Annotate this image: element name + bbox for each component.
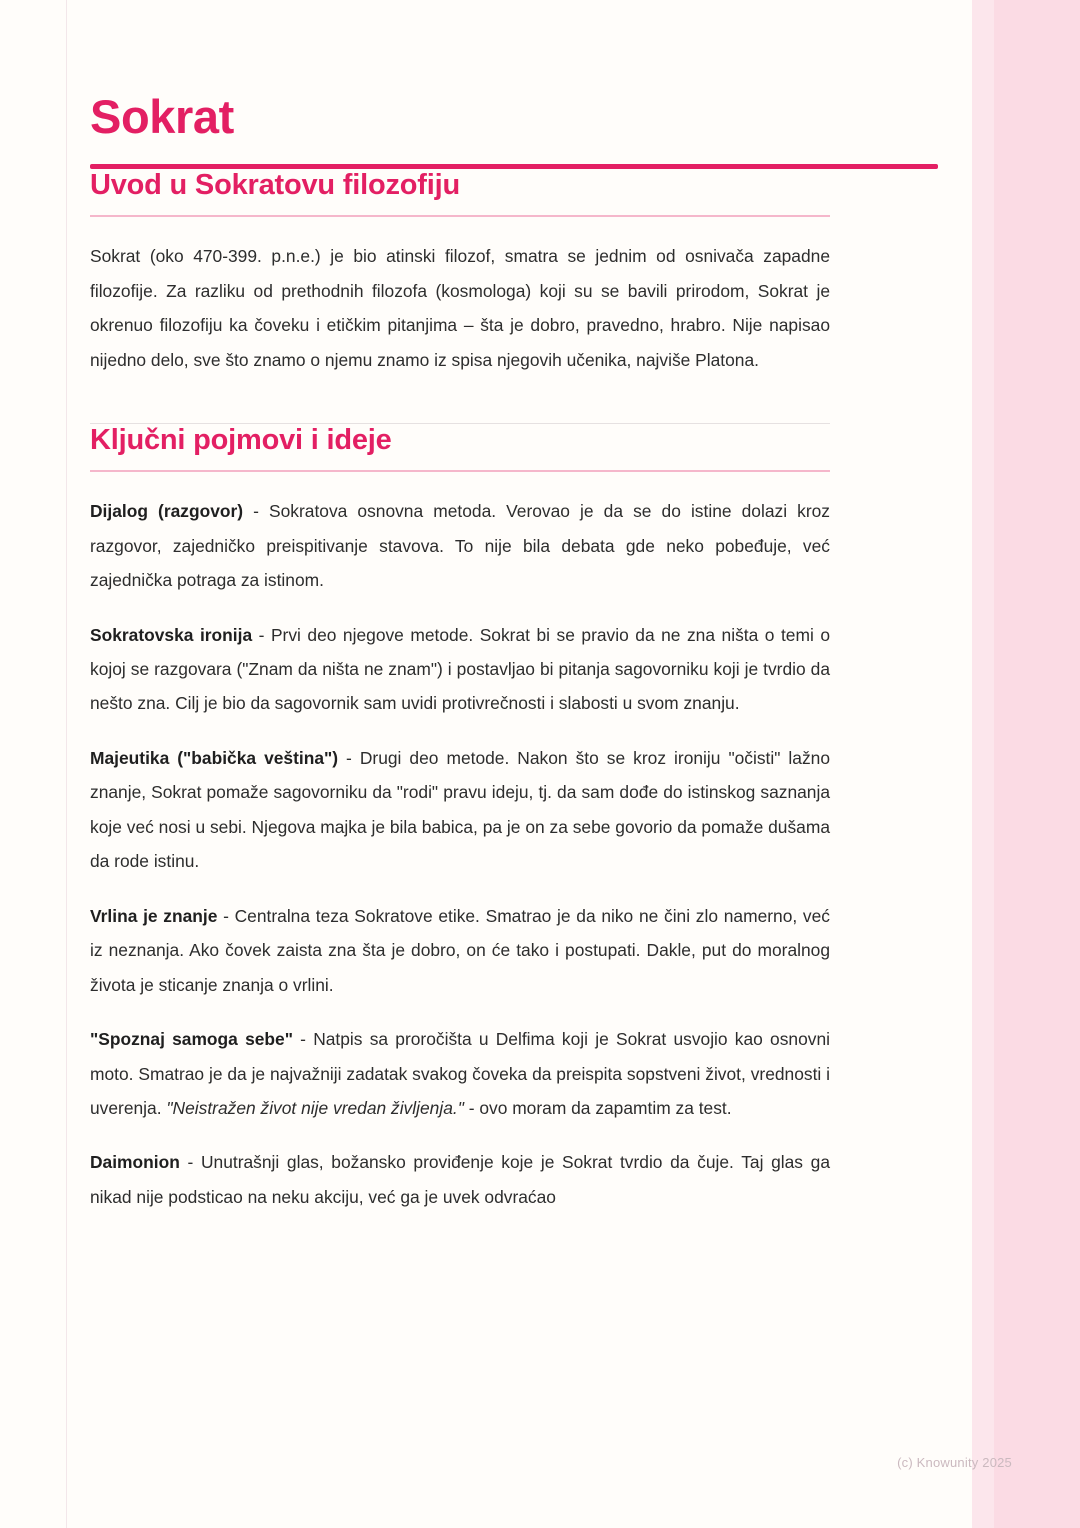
concept-term: Majeutika ("babička veština") [90,747,339,768]
document-content [90,0,836,1214]
concept-text: - Natpis sa proročišta u Delfima koji je Sokrat usvojio kao osnovni moto. Smatrao je da je najvažniji zadatak svakog čoveka da preispita sopstveni život, vrednosti i uverenja. [90,1029,831,1118]
concept-text: - Unutrašnji glas, božansko proviđenje koje je Sokrat tvrdio da čuje. Taj glas ga nikad nije podsticao na neku akciju, već ga je uvek odvraćao [90,1152,830,1207]
concept-text: - Prvi deo njegove metode. Sokrat bi se pravio da ne zna ništa o temi o kojoj se razgovara ("Znam da ništa ne znam") i postavljao bi pitanja sagovorniku koji je tvrdio da nešto zna. Cilj je bio da sagovornik sam uvidi protivrečnosti i slabosti u svom znanju. [90,624,830,714]
concept-term: Vrlina je znanje [90,905,218,926]
intro-paragraph: Sokrat (oko 470-399. p.n.e.) je bio atinski filozof, smatra se jednim od osnivača zapadne filozofije. Za razliku od prethodnih filozofa (kosmologa) koji su se bavili prirodom, Sokrat je okrenuo filozofiju ka čoveku i etičkim pitanjima – šta je dobro, pravedno, hrabro. Nije napisao nijedno delo, sve što znamo o njemu znamo iz spisa njegovih učenika, najviše Platona. [90,246,830,370]
section-heading-key-concepts: Ključni pojmovi i ideje [90,424,392,457]
right-color-strip-inner [972,0,994,1528]
concept-term: "Spoznaj samoga sebe" [90,1029,293,1050]
concept-text: - Centralna teza Sokratove etike. Smatrao je da niko ne čini zlo namerno, već iz neznanja. Ako čovek zaista zna šta je dobro, on će tako i postupati. Dakle, put do moralnog života je sticanje znanja o vrlini. [90,905,830,995]
section-divider-key-concepts [90,470,830,472]
page-title: Sokrat [90,90,234,143]
concept-text-after: - ovo moram da zapamtim za test. [463,1097,732,1118]
concept-entry-majeutika [90,741,830,879]
concept-entry-ironija [90,618,830,721]
concept-text: - Drugi deo metode. Nakon što se kroz ironiju "očisti" lažno znanje, Sokrat pomaže sagovorniku da "rodi" pravu ideju, tj. da sam dođe do istinskog saznanja koje već nosi u sebi. Njegova majka je bila babica, pa je on za sebe govorio da pomaže dušama da rode istinu. [90,747,830,872]
concept-entry-daimonion [90,1145,830,1214]
concept-entry-vrlina [90,899,830,1002]
concept-text: - Sokratova osnovna metoda. Verovao je da se do istine dolazi kroz razgovor, zajedničko preispitivanje stavova. To nije bila debata gde neko pobeđuje, već zajednička potraga za istinom. [90,501,830,591]
concept-term: Dijalog (razgovor) [90,501,244,522]
concept-term: Daimonion [90,1152,180,1173]
concept-quote: "Neistražen život nije vredan življenja." [166,1097,464,1118]
concept-entry-dijalog [90,494,830,597]
concept-entry-spoznaj [90,1022,830,1125]
margin-rule [66,0,67,1528]
section-heading-intro: Uvod u Sokratovu filozofiju [90,169,460,202]
section-divider-intro [90,215,830,217]
watermark: (c) Knowunity 2025 [897,1455,1012,1470]
concept-term: Sokratovska ironija [90,624,253,645]
